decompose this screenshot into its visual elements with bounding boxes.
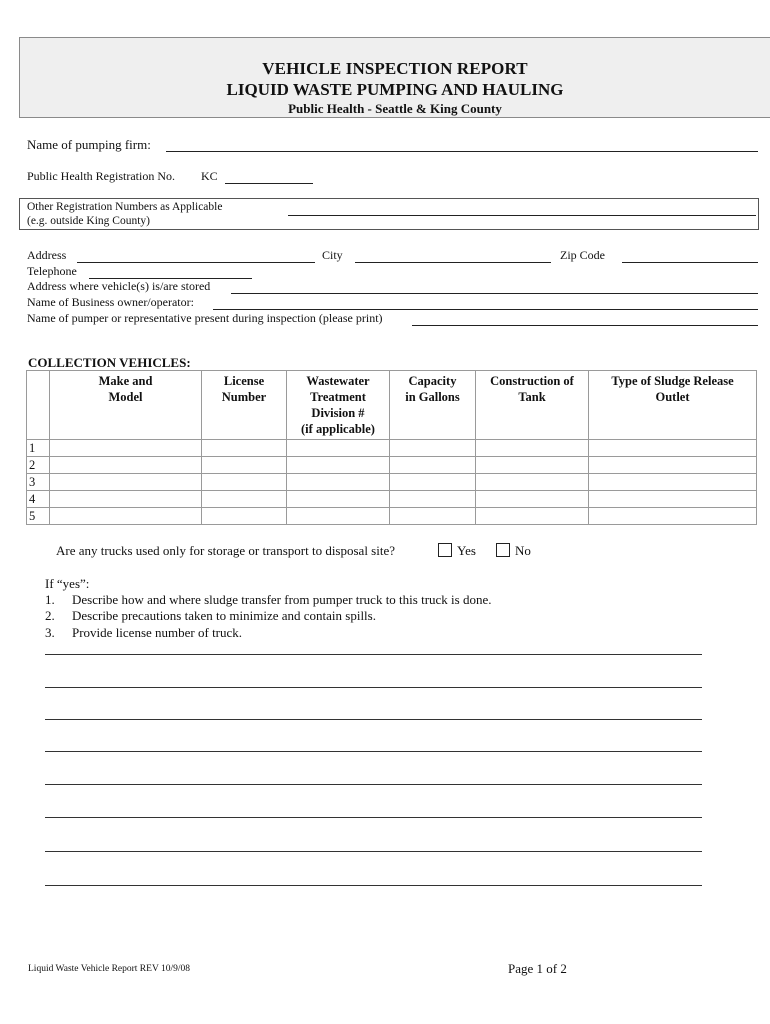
answer-line[interactable]	[45, 654, 702, 655]
address-field[interactable]	[77, 248, 315, 263]
pumper-label: Name of pumper or representative present during inspection (please print)	[27, 311, 383, 325]
table-row	[27, 491, 757, 508]
row-number: 5	[27, 508, 50, 525]
header-text: Wastewater	[306, 374, 370, 388]
answer-line[interactable]	[45, 687, 702, 688]
yes-label: Yes	[457, 543, 476, 558]
report-title: VEHICLE INSPECTION REPORT	[262, 59, 528, 78]
answer-line[interactable]	[45, 851, 702, 852]
vehicle-address-label: Address where vehicle(s) is/are stored	[27, 279, 211, 293]
firm-name-label: Name of pumping firm:	[27, 137, 151, 152]
other-registration-field[interactable]	[288, 201, 756, 216]
row-number: 4	[27, 491, 50, 508]
column-header-sludge-outlet	[589, 371, 757, 440]
division-cell[interactable]	[287, 440, 390, 457]
capacity-cell[interactable]	[390, 508, 476, 525]
sludge-outlet-cell[interactable]	[589, 491, 757, 508]
instruction-license: Provide license number of truck.	[72, 625, 243, 640]
header-text: Type of Sludge Release	[611, 374, 734, 388]
header-text: Tank	[518, 390, 546, 404]
division-cell[interactable]	[287, 491, 390, 508]
answer-line[interactable]	[45, 751, 702, 752]
division-cell[interactable]	[287, 474, 390, 491]
header-text: Make and	[98, 374, 153, 388]
capacity-cell[interactable]	[390, 440, 476, 457]
registration-prefix: KC	[201, 169, 218, 183]
table-row	[27, 508, 757, 525]
column-header-capacity	[390, 371, 476, 440]
row-number-header	[27, 371, 50, 440]
construction-cell[interactable]	[476, 508, 589, 525]
column-header-make-model	[50, 371, 202, 440]
address-label: Address	[27, 248, 67, 262]
revision-note: Liquid Waste Vehicle Report REV 10/9/08	[28, 964, 191, 974]
storage-question: Are any trucks used only for storage or transport to disposal site?	[56, 543, 396, 558]
vehicle-address-field[interactable]	[231, 279, 758, 294]
no-checkbox[interactable]	[496, 543, 510, 557]
license-cell[interactable]	[202, 440, 287, 457]
answer-line[interactable]	[45, 817, 702, 818]
make-model-cell[interactable]	[50, 491, 202, 508]
other-registration-box	[19, 198, 759, 230]
header-text: Capacity	[408, 374, 457, 388]
row-number: 3	[27, 474, 50, 491]
make-model-cell[interactable]	[50, 474, 202, 491]
answer-line[interactable]	[45, 885, 702, 886]
make-model-cell[interactable]	[50, 440, 202, 457]
pumper-field[interactable]	[412, 311, 758, 326]
column-header-license	[202, 371, 287, 440]
instruction-number: 1.	[45, 592, 55, 607]
capacity-cell[interactable]	[390, 474, 476, 491]
zip-label: Zip Code	[560, 248, 605, 262]
division-cell[interactable]	[287, 457, 390, 474]
page-number: Page 1 of 2	[508, 961, 567, 976]
header-text: Number	[221, 390, 267, 404]
row-number: 1	[27, 440, 50, 457]
zip-field[interactable]	[622, 248, 758, 263]
other-registration-note: (e.g. outside King County)	[27, 215, 150, 227]
header-text: License	[223, 374, 265, 388]
construction-cell[interactable]	[476, 457, 589, 474]
sludge-outlet-cell[interactable]	[589, 474, 757, 491]
header-text: Treatment	[310, 390, 366, 404]
firm-name-field[interactable]	[166, 137, 758, 152]
header-text: (if applicable)	[301, 422, 375, 436]
license-cell[interactable]	[202, 474, 287, 491]
registration-label: Public Health Registration No.	[27, 169, 175, 183]
instruction-transfer: Describe how and where sludge transfer from pumper truck to this truck is done.	[72, 592, 492, 607]
sludge-outlet-cell[interactable]	[589, 440, 757, 457]
construction-cell[interactable]	[476, 440, 589, 457]
telephone-label: Telephone	[27, 264, 77, 278]
construction-cell[interactable]	[476, 474, 589, 491]
registration-field[interactable]	[225, 169, 313, 184]
telephone-field[interactable]	[89, 264, 252, 279]
construction-cell[interactable]	[476, 491, 589, 508]
no-label: No	[515, 543, 531, 558]
header-text: Outlet	[655, 390, 690, 404]
owner-field[interactable]	[213, 295, 758, 310]
if-yes-intro: If “yes”:	[45, 576, 90, 591]
table-row	[27, 440, 757, 457]
capacity-cell[interactable]	[390, 491, 476, 508]
column-header-wastewater	[287, 371, 390, 440]
report-header	[19, 37, 770, 118]
report-subtitle: LIQUID WASTE PUMPING AND HAULING	[226, 80, 564, 99]
column-header-construction	[476, 371, 589, 440]
city-field[interactable]	[355, 248, 551, 263]
table-row	[27, 474, 757, 491]
make-model-cell[interactable]	[50, 457, 202, 474]
city-label: City	[322, 248, 343, 262]
collection-vehicles-title: COLLECTION VEHICLES:	[28, 355, 191, 370]
license-cell[interactable]	[202, 491, 287, 508]
owner-label: Name of Business owner/operator:	[27, 295, 194, 309]
yes-checkbox[interactable]	[438, 543, 452, 557]
table-header-row	[27, 371, 757, 440]
header-text: in Gallons	[405, 390, 460, 404]
answer-line[interactable]	[45, 719, 702, 720]
capacity-cell[interactable]	[390, 457, 476, 474]
header-text: Model	[108, 390, 143, 404]
division-cell[interactable]	[287, 508, 390, 525]
table-row	[27, 457, 757, 474]
header-text: Division #	[311, 406, 365, 420]
license-cell[interactable]	[202, 457, 287, 474]
license-cell[interactable]	[202, 508, 287, 525]
instruction-number: 2.	[45, 608, 55, 623]
header-text: Construction of	[490, 374, 574, 388]
other-registration-label: Other Registration Numbers as Applicable	[27, 201, 223, 213]
collection-vehicles-table	[26, 370, 757, 525]
sludge-outlet-cell[interactable]	[589, 457, 757, 474]
make-model-cell[interactable]	[50, 508, 202, 525]
instruction-number: 3.	[45, 625, 55, 640]
sludge-outlet-cell[interactable]	[589, 508, 757, 525]
row-number: 2	[27, 457, 50, 474]
instruction-spills: Describe precautions taken to minimize and contain spills.	[72, 608, 376, 623]
answer-line[interactable]	[45, 784, 702, 785]
agency-name: Public Health - Seattle & King County	[288, 101, 502, 116]
